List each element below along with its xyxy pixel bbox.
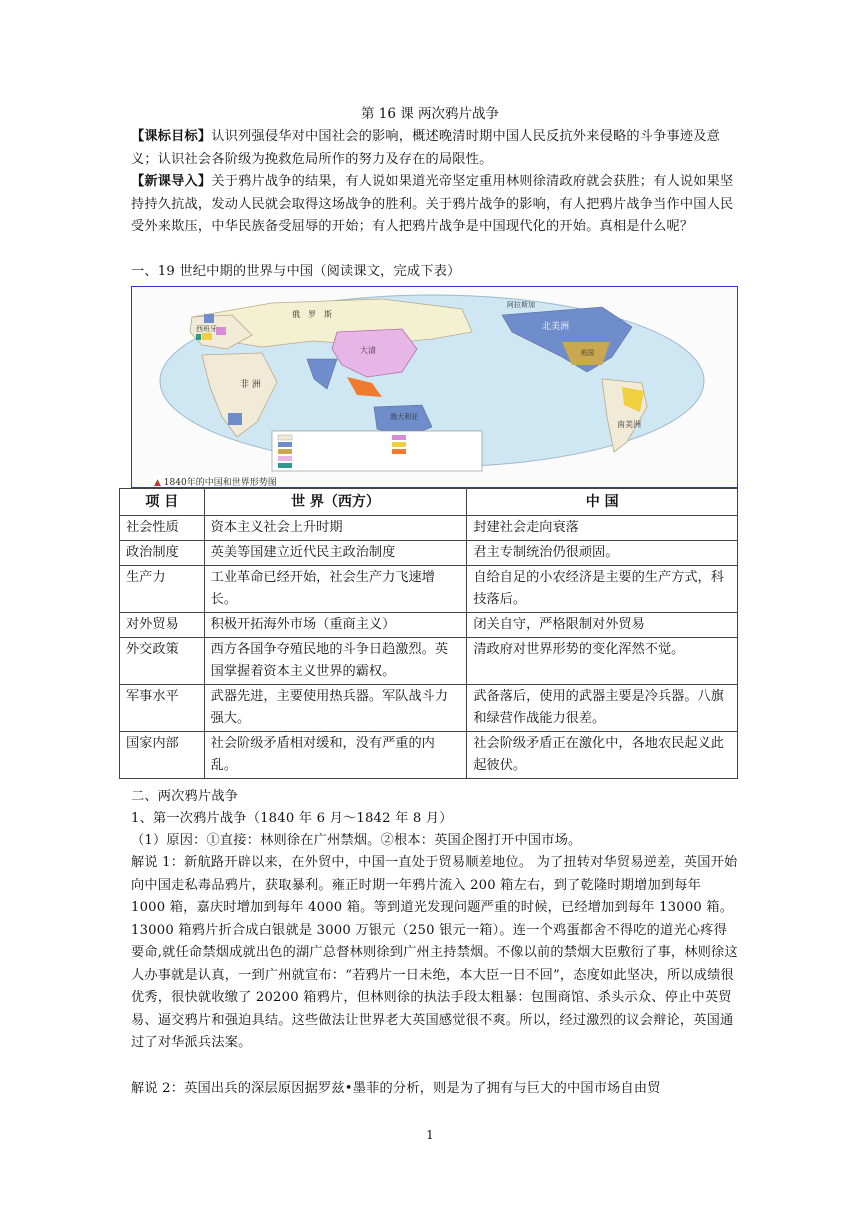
table-cell: 积极开拓海外市场（重商主义） — [204, 613, 467, 638]
map-label-south-america: 南美洲 — [617, 420, 641, 429]
table-row — [120, 638, 738, 685]
table-header-row — [120, 489, 738, 516]
goal-text: 认识列强侵华对中国社会的影响，概述晚清时期中国人民反抗外来侵略的斗争事迹及意义；认识社会各阶级为挽救危局所作的努力及存在的局限性。 — [131, 129, 721, 167]
france-shape — [216, 327, 226, 335]
explain1-paragraph: 解说 1：新航路开辟以来，在外贸中，中国一直处于贸易顺差地位。 为了扭转对华贸易逆差，英国开始向中国走私毒品鸦片，获取暴利。雍正时期一年鸦片流入 200 箱左右，到了乾隆时期增加到每年 1000 箱，嘉庆时增加到每年 4000 箱。等到道光发现问题严重的时候，已经增加到每年 13000 箱。13000 箱鸦片折合成白银就是 3000 万银元（250 银元一箱）。连一个鸡蛋都舍不得吃的道光心疼得要命,就任命禁烟成就出色的湖广总督林则徐到广州主持禁烟。不像以前的禁烟大臣敷衍了事，林则徐这人办事就是认真，一到广州就宣布：“若鸦片一日未绝，本大臣一日不回”，态度如此坚决，所以成绩很优秀，很快就收缴了 20200 箱鸦片，但林则徐的执法手段太粗暴：包围商馆、杀头示众、停止中英贸易、逼交鸦片和强迫具结。这些做法让世界老大英国感觉很不爽。所以，经过激烈的议会辩论，英国通过了对华派兵法案。 — [131, 855, 738, 1050]
table-cell: 政治制度 — [120, 541, 205, 566]
table-cell: 生产力 — [120, 566, 205, 613]
table-row — [120, 541, 738, 566]
intro-paragraph — [131, 171, 739, 239]
world-map-figure — [131, 286, 738, 488]
goal-label: 【课标目标】 — [131, 129, 212, 144]
table-cell: 武备落后，使用的武器主要是冷兵器。八旗和绿营作战能力很差。 — [467, 685, 738, 732]
section1-heading: 一、19 世纪中期的世界与中国（阅读课文，完成下表） — [131, 264, 461, 279]
world-map-svg — [132, 287, 737, 487]
table-cell: 社会阶级矛盾相对缓和，没有严重的内乱。 — [204, 732, 467, 779]
table-header-item: 项 目 — [120, 489, 205, 516]
table-row — [120, 732, 738, 779]
page-number: 1 — [426, 1128, 434, 1142]
explain2-paragraph: 解说 2：英国出兵的深层原因据罗兹•墨菲的分析，则是为了拥有与巨大的中国市场自由贸 — [131, 1081, 661, 1096]
table-cell: 自给自足的小农经济是主要的生产方式，科技落后。 — [467, 566, 738, 613]
table-cell: 军事水平 — [120, 685, 205, 732]
table-cell: 武器先进，主要使用热兵器。军队战斗力强大。 — [204, 685, 467, 732]
map-label-alaska: 阿拉斯加 — [507, 301, 535, 309]
cause-paragraph: （1）原因：①直接：林则徐在广州禁烟。②根本：英国企图打开中国市场。 — [131, 833, 582, 848]
table-cell: 工业革命已经开始，社会生产力飞速增长。 — [204, 566, 467, 613]
war1-heading: 1、第一次鸦片战争（1840 年 6 月～1842 年 8 月） — [131, 811, 453, 826]
table-cell: 对外贸易 — [120, 613, 205, 638]
map-legend-box — [272, 431, 482, 471]
table-cell: 封建社会走向衰落 — [467, 516, 738, 541]
section2-heading: 二、两次鸦片战争 — [131, 789, 239, 804]
map-label-north-america: 北美洲 — [542, 322, 570, 332]
map-caption: ▲ 1840年的中国和世界形势图 — [154, 475, 277, 488]
table-cell: 国家内部 — [120, 732, 205, 779]
page-title: 第 16 课 两次鸦片战争 — [360, 106, 500, 122]
table-header-china: 中 国 — [467, 489, 738, 516]
intro-text: 关于鸦片战争的结果，有人说如果道光帝坚定重用林则徐清政府就会获胜；有人说如果坚持持久抗战，发动人民就会取得这场战争的胜利。关于鸦片战争的影响，有人把鸦片战争当作中国人民受外来欺压，中华民族备受屈辱的开始；有人把鸦片战争是中国现代化的开始。真相是什么呢？ — [131, 174, 734, 234]
table-cell: 外交政策 — [120, 638, 205, 685]
table-row — [120, 685, 738, 732]
table-cell: 社会阶级矛盾正在激化中，各地农民起义此起彼伏。 — [467, 732, 738, 779]
map-label-russia: 俄 罗 斯 — [292, 310, 332, 319]
table-cell: 资本主义社会上升时期 — [204, 516, 467, 541]
table-row — [120, 613, 738, 638]
map-label-qing: 大清 — [360, 346, 376, 355]
table-cell: 西方各国争夺殖民地的斗争日趋激烈。英国掌握着资本主义世界的霸权。 — [204, 638, 467, 685]
table-row — [120, 516, 738, 541]
map-label-australia: 澳大利亚 — [390, 413, 418, 421]
britain-shape — [204, 314, 214, 323]
table-row — [120, 566, 738, 613]
table-cell: 闭关自守，严格限制对外贸易 — [467, 613, 738, 638]
table-cell: 清政府对世界形势的变化浑然不觉。 — [467, 638, 738, 685]
map-label-usa: 美国 — [580, 349, 594, 357]
table-cell: 英美等国建立近代民主政治制度 — [204, 541, 467, 566]
map-label-spain: 西班牙 — [196, 325, 217, 333]
comparison-table — [119, 488, 738, 779]
goal-paragraph — [131, 126, 739, 171]
table-cell: 君主专制统治仍很顽固。 — [467, 541, 738, 566]
intro-label: 【新课导入】 — [131, 174, 212, 189]
cape-colony-shape — [228, 413, 242, 425]
portugal-shape — [196, 334, 201, 340]
map-label-africa: 非 洲 — [240, 380, 261, 390]
table-header-world: 世 界（西方） — [204, 489, 467, 516]
spain-shape — [202, 333, 212, 340]
table-cell: 社会性质 — [120, 516, 205, 541]
